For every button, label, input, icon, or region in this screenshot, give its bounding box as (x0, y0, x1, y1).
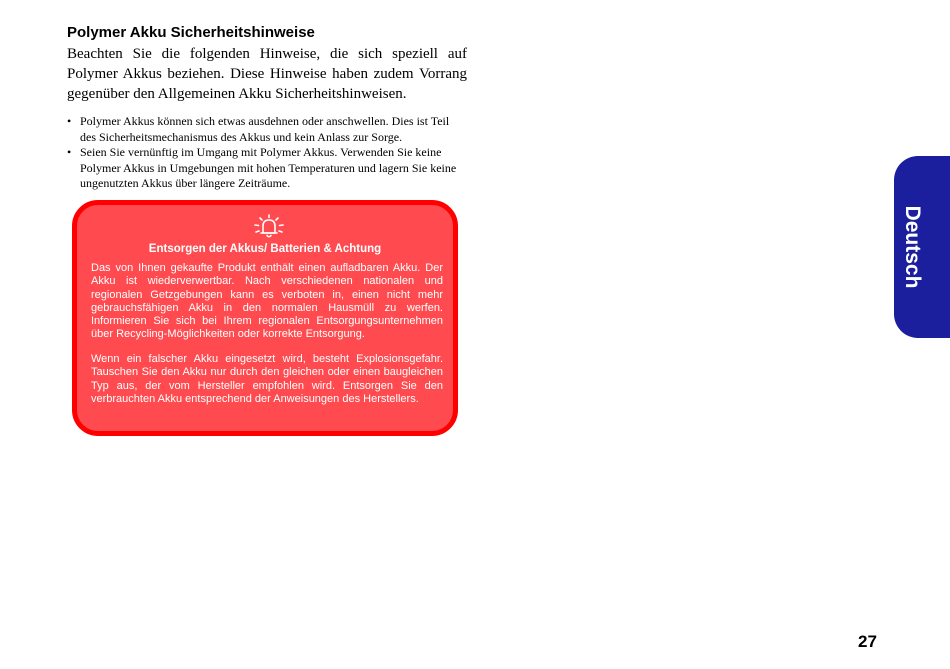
alarm-bell-icon (251, 213, 287, 241)
bullet-text: Polymer Akkus können sich etwas ausdehnen oder anschwellen. Dies ist Teil des Sicherheitsmechanismus des Akkus und kein Anlass zur Sorge. (80, 114, 450, 144)
warning-title: Entsorgen der Akkus/ Batterien & Achtung (148, 243, 382, 255)
list-item (67, 114, 467, 145)
warning-paragraph: Wenn ein falscher Akku eingesetzt wird, besteht Explosionsgefahr. Tauschen Sie den Akku nur durch den gleichen oder einen baugleichen Typ aus, der vom Hersteller empfohlen wird. Entsorgen Sie den verbrauchten Akku entsprechend der Anweisungen des Herstellers. (91, 353, 443, 405)
page-number: 27 (858, 632, 877, 651)
bullet-text: Seien Sie vernünftig im Umgang mit Polymer Akkus. Verwenden Sie keine Polymer Akkus in Umgebungen mit hohen Temperaturen und lagern Sie keine ungenutzten Akkus über längere Zeiträume. (80, 145, 457, 190)
bullet-marker: • (67, 145, 72, 159)
bullet-list (67, 114, 467, 192)
warning-box (72, 200, 458, 436)
list-item (67, 145, 467, 192)
section-heading: Polymer Akku Sicherheitshinweise (67, 24, 315, 41)
language-tab-label: Deutsch (901, 205, 924, 289)
warning-paragraph: Das von Ihnen gekaufte Produkt enthält einen aufladbaren Akku. Der Akku ist wiederverwertbar. Nach verschiedenen nationalen und regionalen Getzgebungen kann es verboten in, einen nicht mehr gebrauchsfähigen Akku in den normalen Hausmüll zu werfen. Informieren Sie sich bei Ihrem regionalen Entsorgungsunternehmen über Recycling-Möglichkeiten oder korrekte Entsorgung. (91, 262, 443, 341)
intro-paragraph: Beachten Sie die folgenden Hinweise, die sich speziell auf Polymer Akkus beziehen. Diese Hinweise haben zudem Vorrang gegenüber den Allgemeinen Akku Sicherheitshinweisen. (67, 46, 467, 102)
bullet-marker: • (67, 114, 72, 128)
